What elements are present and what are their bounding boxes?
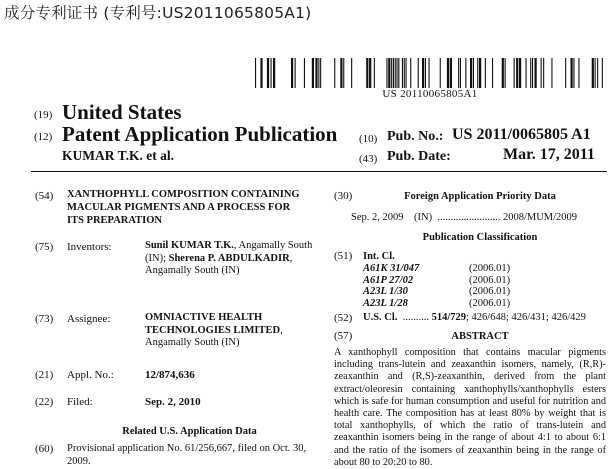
intcl-classification: A61P 27/02 <box>363 274 414 286</box>
uscl-code: (52) <box>334 312 353 324</box>
intcl-code: (51) <box>334 250 353 262</box>
intcl-version: (2006.01) <box>469 263 511 274</box>
related-heading: Related U.S. Application Data <box>122 426 257 437</box>
appl-label: Appl. No.: <box>67 369 114 381</box>
uscl-main: 514/729 <box>431 312 466 323</box>
uscl-dots: .......... <box>402 312 429 323</box>
invention-title: XANTHOPHYLL COMPOSITION CONTAINING MACULAR PIGMENTS AND A PROCESS FOR ITS PREPARATION <box>67 189 300 226</box>
type-code: (12) <box>34 131 53 143</box>
provisional-text: Provisional application No. 61/256,667, filed on Oct. 30, 2009. <box>67 443 307 467</box>
intcl-label: Int. Cl. <box>363 251 395 262</box>
inventors-list <box>145 240 313 278</box>
barcode <box>255 58 605 88</box>
uscl-rest: ; 426/648; 426/431; 426/429 <box>465 312 586 323</box>
assignee-location: , Angamally South (IN) <box>145 324 283 349</box>
filed-code: (22) <box>35 396 54 408</box>
country-code: (19) <box>34 109 53 121</box>
applicant-short: KUMAR T.K. et al. <box>62 148 174 163</box>
provisional-code: (60) <box>35 443 54 455</box>
intcl-classification: A23L 1/30 <box>363 286 408 297</box>
pub-no-label: Pub. No.: <box>387 129 444 144</box>
inventor-1-name: Sunil KUMAR T.K. <box>145 240 234 251</box>
intcl-row <box>363 275 610 287</box>
foreign-date: Sep. 2, 2009 <box>351 212 404 223</box>
pub-no: US 2011/0065805 A1 <box>452 126 591 143</box>
appl-code: (21) <box>35 369 54 381</box>
intcl-version: (2006.01) <box>469 286 511 297</box>
abstract-code: (57) <box>334 330 353 342</box>
abstract-text: A xanthophyll composition that contains macular pigments including trans-lutein and zeaxanthin isomers, namely, (R,R)-zeaxanthin and (R,S)-zeaxanthin, derived from the plant extract/oleoresin containing xanthophylls/xanthophylls esters which is safe for human consumption and useful for nutrition and health care. The composition has at least 80% by weight that is total xanthophylls, of which the ratio of trans-lutein and zeaxanthin isomers being in the range of about 4:1 to about 6:1 and the ratio of the isomers of zeaxanthin being in the range of about 80 to 20:20 to 80. <box>334 347 606 468</box>
uscl-label: U.S. Cl. <box>363 312 398 323</box>
pub-date-code: (43) <box>359 153 378 165</box>
intcl-row <box>363 286 610 298</box>
inventors-code: (75) <box>35 241 54 253</box>
intcl-row <box>363 298 610 310</box>
foreign-dots: ........................ <box>437 212 501 223</box>
filed-date: Sep. 2, 2010 <box>145 396 201 408</box>
document-title: 成分专利证书 (专利号:US2011065805A1) <box>4 4 312 22</box>
intcl-row <box>363 263 610 275</box>
header-rule <box>31 171 607 172</box>
assignee <box>145 312 310 350</box>
foreign-country: (IN) <box>414 212 433 223</box>
inventor-1-location: , Angamally South (IN); <box>145 240 313 264</box>
pub-no-code: (10) <box>359 133 378 145</box>
pub-date: Mar. 17, 2011 <box>503 146 595 163</box>
intcl-classification: A61K 31/047 <box>363 263 420 274</box>
filed-label: Filed: <box>67 396 93 408</box>
country: United States <box>62 100 182 124</box>
appl-no: 12/874,636 <box>145 369 195 381</box>
intcl-list <box>363 263 603 313</box>
publication-type: Patent Application Publication <box>62 122 338 146</box>
foreign-code: (30) <box>334 190 353 202</box>
inventor-2-location: , Angamally South (IN) <box>145 252 293 277</box>
inventor-2-name: Sherena P. ABDULKADIR <box>168 252 290 264</box>
inventors-label: Inventors: <box>67 241 112 253</box>
abstract-heading: ABSTRACT <box>451 331 509 342</box>
uscl-row <box>363 312 586 325</box>
intcl-version: (2006.01) <box>469 274 511 286</box>
foreign-number: 2008/MUM/2009 <box>502 212 578 223</box>
foreign-priority-row <box>351 212 607 225</box>
classification-heading: Publication Classification <box>422 232 538 243</box>
assignee-label: Assignee: <box>67 313 111 325</box>
foreign-heading: Foreign Application Priority Data <box>404 191 556 202</box>
assignee-code: (73) <box>35 313 54 325</box>
intcl-version: (2006.01) <box>469 297 511 309</box>
pub-date-label: Pub. Date: <box>387 149 451 164</box>
intcl-classification: A23L 1/28 <box>363 297 408 309</box>
title-code: (54) <box>35 190 54 202</box>
barcode-number: US 20110065805A1 <box>382 88 478 100</box>
assignee-name: OMNIACTIVE HEALTH TECHNOLOGIES LIMITED <box>145 312 281 336</box>
